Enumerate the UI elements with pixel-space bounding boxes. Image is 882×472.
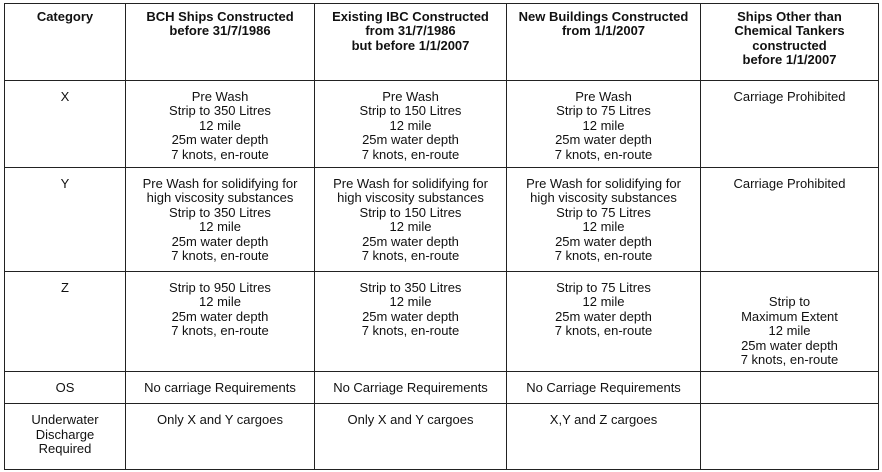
ibc-cell	[315, 168, 507, 272]
table-row-z	[5, 272, 879, 372]
cell-line: 25m water depth	[171, 233, 269, 249]
other-ships-cell	[701, 168, 879, 272]
other-ships-cell	[701, 272, 879, 372]
header-bch-ships	[126, 4, 315, 81]
header-new-buildings	[507, 4, 701, 81]
header-category	[5, 4, 126, 81]
table-row-underwater-discharge	[5, 404, 879, 470]
other-ships-cell	[701, 81, 879, 168]
header-line: constructed	[752, 37, 827, 53]
cell-line: 7 knots, en-route	[361, 323, 460, 339]
cell-line: 7 knots, en-route	[171, 248, 269, 264]
bch-cell	[126, 404, 315, 470]
ibc-cell	[315, 404, 507, 470]
cell-line: 25m water depth	[741, 337, 838, 353]
ibc-cell	[315, 372, 507, 404]
cell-line: 7 knots, en-route	[361, 248, 460, 264]
cell-line: 12 mile	[389, 117, 432, 133]
cell-line: Z	[61, 280, 69, 295]
header-line: BCH Ships Constructed	[146, 9, 294, 24]
cell-line: Carriage Prohibited	[733, 89, 846, 104]
cell-line: 25m water depth	[555, 233, 652, 249]
cell-line: 25m water depth	[171, 308, 269, 324]
cell-line: No carriage Requirements	[144, 380, 296, 396]
cell-line: 7 knots, en-route	[740, 352, 839, 368]
header-line: but before 1/1/2007	[351, 37, 470, 53]
cell-line: Pre Wash	[575, 89, 632, 104]
header-existing-ibc	[315, 4, 507, 81]
category-cell	[5, 168, 126, 272]
cell-line: Pre Wash for solidifying for	[526, 176, 681, 191]
cell-line: 12 mile	[199, 219, 241, 235]
new-buildings-cell	[507, 81, 701, 168]
cell-line: Strip to 75 Litres	[556, 204, 651, 220]
other-ships-cell	[701, 404, 879, 470]
cell-line: 7 knots, en-route	[361, 146, 460, 162]
header-other-ships	[701, 4, 879, 81]
cell-line: 12 mile	[582, 117, 625, 133]
table-row-os	[5, 372, 879, 404]
cell-line: 7 knots, en-route	[171, 323, 269, 339]
cell-line: Only X and Y cargoes	[347, 412, 474, 428]
category-cell	[5, 372, 126, 404]
table-row-x	[5, 81, 879, 168]
category-cell	[5, 272, 126, 372]
cell-line: Underwater	[31, 412, 99, 428]
cell-line: 12 mile	[582, 219, 625, 235]
cell-line: X	[60, 89, 70, 104]
cell-line: 25m water depth	[362, 308, 459, 324]
header-line: from 31/7/1986	[365, 23, 456, 39]
cell-line: 12 mile	[199, 294, 241, 310]
cell-line: Strip to 350 Litres	[169, 204, 271, 220]
cell-line: Discharge	[35, 426, 95, 442]
header-line: before 1/1/2007	[742, 52, 837, 68]
cell-line: No Carriage Requirements	[526, 380, 681, 396]
header-line: Existing IBC Constructed	[332, 9, 489, 24]
cell-line: 12 mile	[582, 294, 625, 310]
cell-line: Strip to 350 Litres	[359, 280, 462, 295]
cell-line: Pre Wash	[382, 89, 439, 104]
cell-line: 25m water depth	[555, 308, 652, 324]
cell-line	[704, 281, 875, 295]
other-ships-cell	[701, 372, 879, 404]
header-row	[5, 4, 879, 81]
cell-line: 7 knots, en-route	[554, 146, 653, 162]
new-buildings-cell	[507, 372, 701, 404]
regulations-table	[4, 3, 879, 470]
cell-line: 12 mile	[389, 294, 432, 310]
category-cell	[5, 404, 126, 470]
new-buildings-cell	[507, 272, 701, 372]
cell-line: Pre Wash	[191, 89, 249, 104]
cell-line: 25m water depth	[555, 132, 652, 148]
ibc-cell	[315, 272, 507, 372]
cell-line: 25m water depth	[362, 233, 459, 249]
cell-line: Pre Wash for solidifying for	[142, 176, 298, 191]
table-row-y	[5, 168, 879, 272]
header-line: Category	[36, 9, 94, 24]
cell-line: Y	[60, 176, 70, 191]
cell-line: Strip to 950 Litres	[169, 280, 271, 295]
cell-line: Required	[38, 441, 92, 457]
new-buildings-cell	[507, 404, 701, 470]
bch-cell	[126, 168, 315, 272]
header-line: before 31/7/1986	[169, 23, 271, 39]
header-line: Ships Other than	[737, 9, 842, 24]
cell-line: Strip to 350 Litres	[169, 103, 271, 119]
cell-line: high viscosity substances	[337, 190, 484, 206]
cell-line: Pre Wash for solidifying for	[333, 176, 488, 191]
cell-line: high viscosity substances	[146, 190, 294, 206]
cell-line: Strip to 75 Litres	[556, 280, 651, 295]
new-buildings-cell	[507, 168, 701, 272]
cell-line: 7 knots, en-route	[171, 146, 269, 162]
ibc-cell	[315, 81, 507, 168]
cell-line: OS	[55, 380, 75, 396]
cell-line: Maximum Extent	[741, 308, 838, 324]
cell-line: 7 knots, en-route	[554, 323, 653, 339]
cell-line: Carriage Prohibited	[733, 176, 846, 191]
cell-line: 12 mile	[768, 323, 811, 339]
header-line: from 1/1/2007	[561, 23, 646, 39]
header-line: Chemical Tankers	[734, 23, 845, 39]
cell-line: high viscosity substances	[530, 190, 677, 206]
bch-cell	[126, 372, 315, 404]
cell-line: Only X and Y cargoes	[157, 412, 283, 428]
cell-line: Strip to	[768, 294, 811, 310]
header-line: New Buildings Constructed	[518, 9, 689, 24]
cell-line: Strip to 75 Litres	[556, 103, 651, 119]
cell-line: X,Y and Z cargoes	[549, 412, 658, 428]
cell-line: 25m water depth	[171, 132, 269, 148]
cell-line: No Carriage Requirements	[333, 380, 488, 396]
cell-line: 12 mile	[199, 117, 241, 133]
bch-cell	[126, 272, 315, 372]
category-cell	[5, 81, 126, 168]
cell-line: 12 mile	[389, 219, 432, 235]
cell-line: Strip to 150 Litres	[359, 204, 462, 220]
cell-line: Strip to 150 Litres	[359, 103, 462, 119]
cell-line: 25m water depth	[362, 132, 459, 148]
cell-line: 7 knots, en-route	[554, 248, 653, 264]
bch-cell	[126, 81, 315, 168]
